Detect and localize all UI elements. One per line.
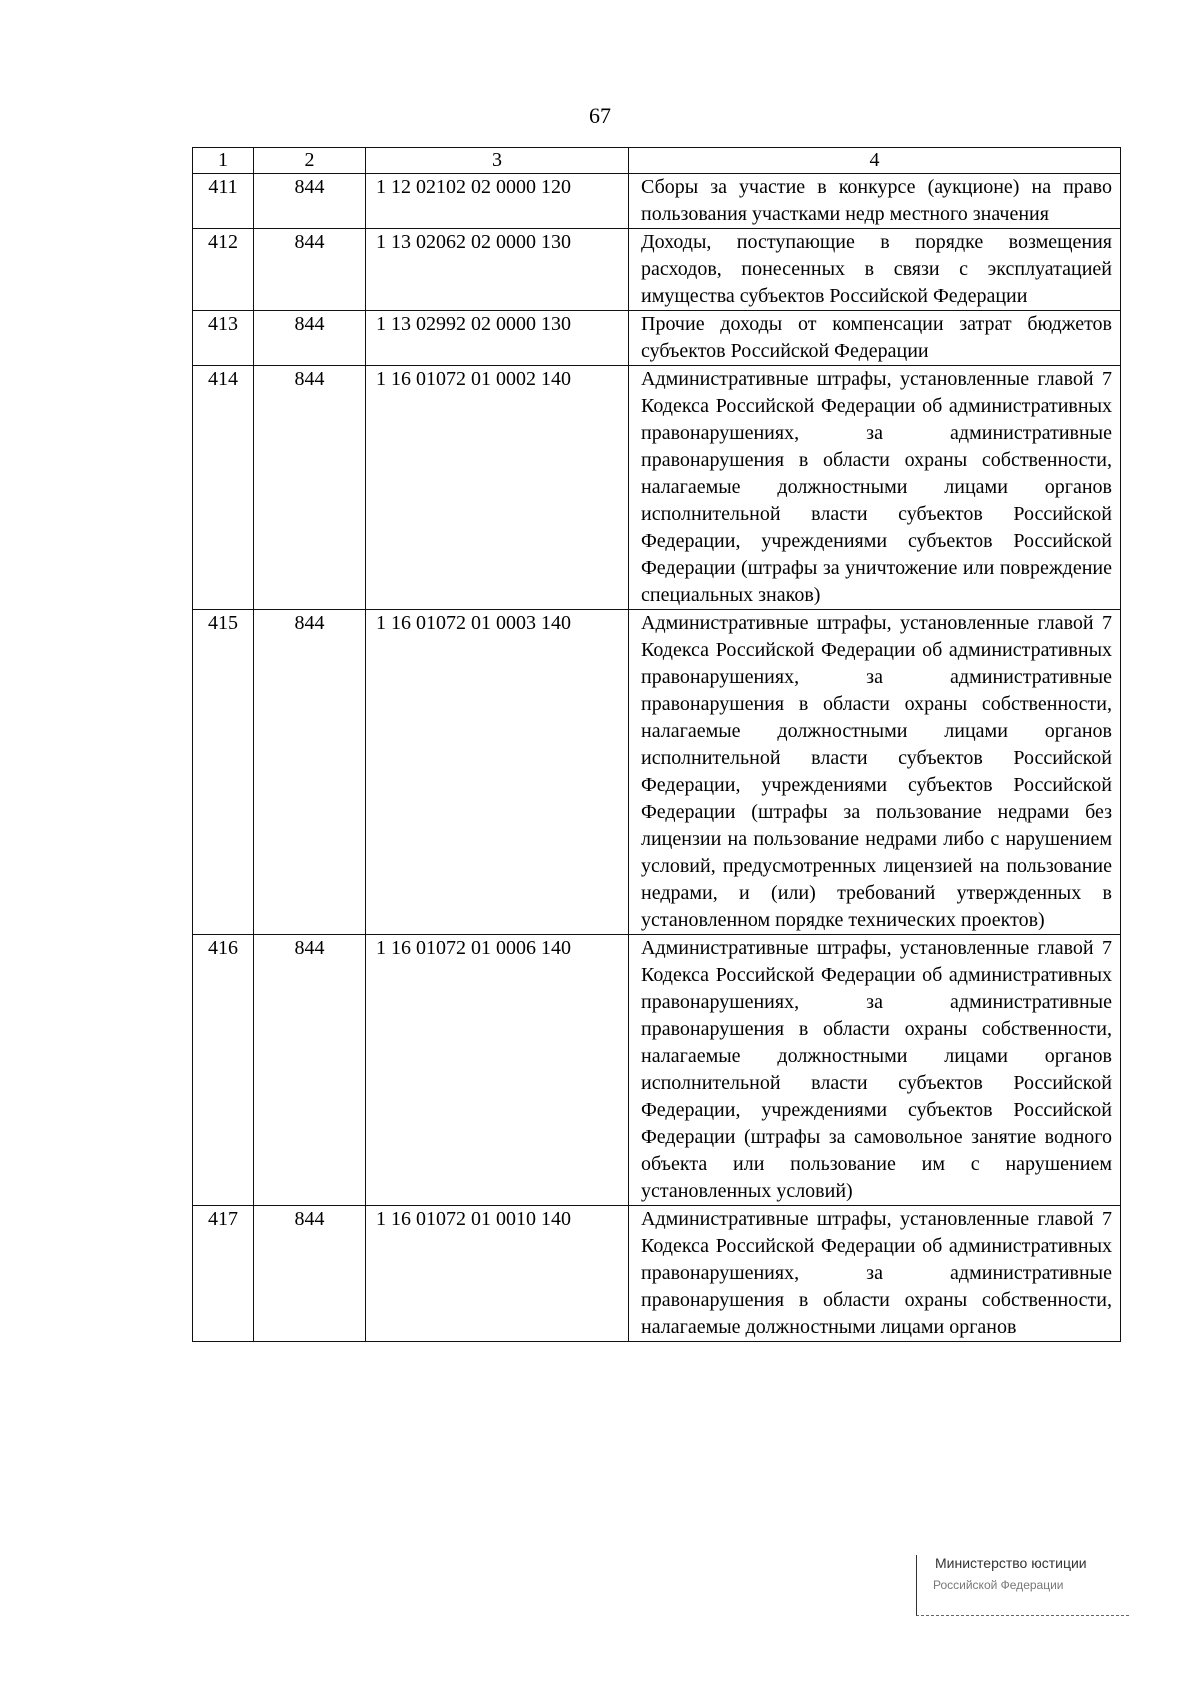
revenue-description: Административные штрафы, установленные главой 7 Кодекса Российской Федерации об административных правонарушениях, за административные правонарушения в области охраны собственности, налагаемые должностными лицами органов исполнительной власти субъектов Российской Федерации, учреждениями субъектов Российской Федерации (штрафы за уничтожение или повреждение специальных знаков)	[629, 366, 1121, 610]
revenue-description: Доходы, поступающие в порядке возмещения расходов, понесенных в связи с эксплуатацией имущества субъектов Российской Федерации	[629, 229, 1121, 311]
table-header-row	[193, 148, 1121, 174]
revenue-description: Сборы за участие в конкурсе (аукционе) на право пользования участками недр местного значения	[629, 174, 1121, 229]
revenue-description: Административные штрафы, установленные главой 7 Кодекса Российской Федерации об административных правонарушениях, за административные правонарушения в области охраны собственности, налагаемые должностными лицами органов исполнительной власти субъектов Российской Федерации, учреждениями субъектов Российской Федерации (штрафы за пользование недрами без лицензии на пользование недрами либо с нарушением условий, предусмотренных лицензией на пользование недрами, и (или) требований утвержденных в установленном порядке технических проектов)	[629, 610, 1121, 935]
budget-classification-code: 1 12 02102 02 0000 120	[366, 174, 629, 229]
budget-classification-code: 1 16 01072 01 0006 140	[366, 935, 629, 1206]
table-row	[193, 174, 1121, 229]
budget-classification-code: 1 13 02992 02 0000 130	[366, 311, 629, 366]
row-number: 415	[193, 610, 254, 935]
page-number: 67	[589, 103, 611, 128]
table-row	[193, 229, 1121, 311]
revenue-description: Административные штрафы, установленные главой 7 Кодекса Российской Федерации об административных правонарушениях, за административные правонарушения в области охраны собственности, налагаемые должностными лицами органов	[629, 1206, 1121, 1342]
stamp-line-1: Министерство юстиции	[935, 1555, 1087, 1571]
table-row	[193, 366, 1121, 610]
admin-code: 844	[254, 229, 366, 311]
admin-code: 844	[254, 610, 366, 935]
revenue-codes-table	[192, 147, 1121, 1342]
row-number: 417	[193, 1206, 254, 1342]
table-row	[193, 935, 1121, 1206]
admin-code: 844	[254, 366, 366, 610]
budget-classification-code: 1 13 02062 02 0000 130	[366, 229, 629, 311]
row-number: 416	[193, 935, 254, 1206]
admin-code: 844	[254, 174, 366, 229]
revenue-description: Административные штрафы, установленные главой 7 Кодекса Российской Федерации об административных правонарушениях, за административные правонарушения в области охраны собственности, налагаемые должностными лицами органов исполнительной власти субъектов Российской Федерации, учреждениями субъектов Российской Федерации (штрафы за самовольное занятие водного объекта или пользование им с нарушением установленных условий)	[629, 935, 1121, 1206]
table-row	[193, 610, 1121, 935]
budget-classification-code: 1 16 01072 01 0003 140	[366, 610, 629, 935]
col-header-1: 1	[193, 148, 254, 174]
row-number: 414	[193, 366, 254, 610]
budget-classification-code: 1 16 01072 01 0002 140	[366, 366, 629, 610]
budget-classification-code: 1 16 01072 01 0010 140	[366, 1206, 629, 1342]
col-header-3: 3	[366, 148, 629, 174]
row-number: 413	[193, 311, 254, 366]
row-number: 412	[193, 229, 254, 311]
col-header-2: 2	[254, 148, 366, 174]
col-header-4: 4	[629, 148, 1121, 174]
row-number: 411	[193, 174, 254, 229]
admin-code: 844	[254, 935, 366, 1206]
admin-code: 844	[254, 1206, 366, 1342]
table-row	[193, 1206, 1121, 1342]
admin-code: 844	[254, 311, 366, 366]
table-row	[193, 311, 1121, 366]
registration-stamp	[916, 1555, 1129, 1616]
revenue-description: Прочие доходы от компенсации затрат бюджетов субъектов Российской Федерации	[629, 311, 1121, 366]
stamp-line-2: Российской Федерации	[933, 1578, 1064, 1592]
